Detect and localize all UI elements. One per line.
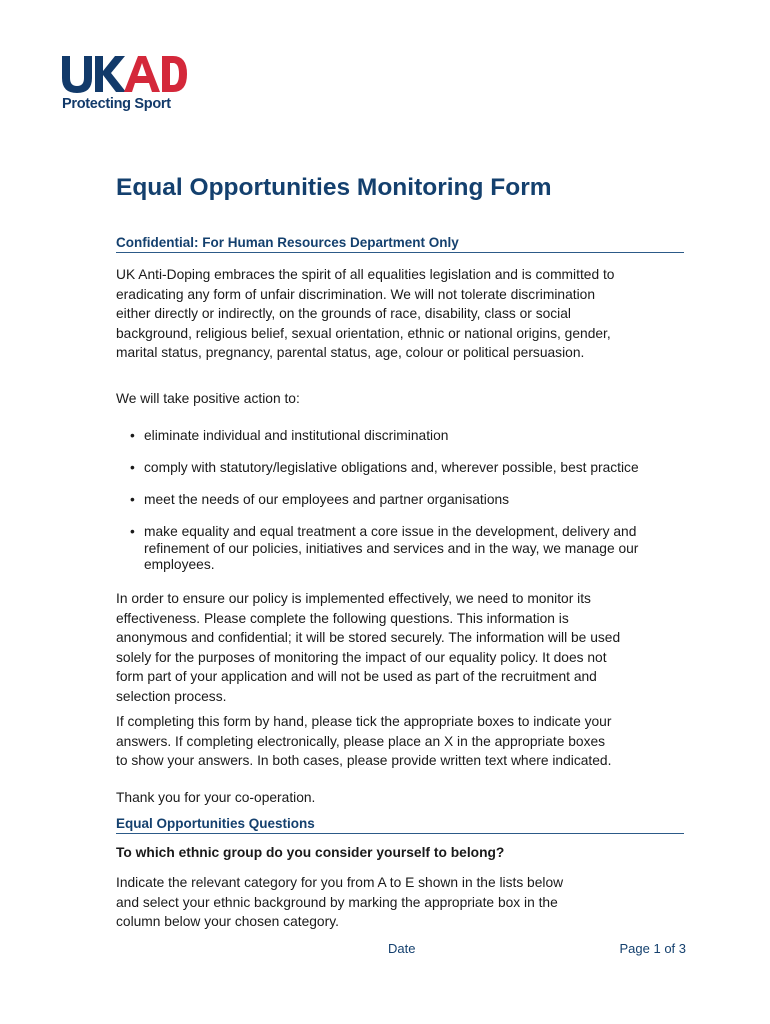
ukad-wordmark xyxy=(60,52,190,94)
bullet-icon: • xyxy=(130,428,135,443)
monitoring-line: effectiveness. Please complete the following questions. This information is xyxy=(116,610,569,626)
footer-page-number: Page 1 of 3 xyxy=(619,941,686,956)
bullet-icon: • xyxy=(130,460,135,475)
list-item-text: meet the needs of our employees and partner organisations xyxy=(144,492,510,507)
monitoring-line: In order to ensure our policy is implemented effectively, we need to monitor its xyxy=(116,591,591,606)
intro-line: UK Anti-Doping embraces the spirit of all equalities legislation and is committed to xyxy=(116,267,615,282)
ethnic-group-question: To which ethnic group do you consider yourself to belong? xyxy=(116,845,505,860)
intro-line: background, religious belief, sexual orientation, ethnic or national origins, gender, xyxy=(116,325,611,341)
monitoring-line: selection process. xyxy=(116,688,227,704)
intro-line: eradicating any form of unfair discrimination. We will not tolerate discrimination xyxy=(116,286,596,302)
list-item xyxy=(116,492,684,509)
list-item-text: make equality and equal treatment a core issue in the development, delivery and refinement of our policies, initiatives and services and in the way, we manage our employees. xyxy=(144,524,639,572)
positive-action-list xyxy=(116,428,684,589)
monitoring-line: form part of your application and will not be used as part of the recruitment and xyxy=(116,669,597,685)
intro-paragraph xyxy=(116,265,684,363)
list-item xyxy=(116,524,684,574)
monitoring-paragraph xyxy=(116,589,684,707)
logo-tagline: Protecting Sport xyxy=(62,96,171,112)
monitoring-line: anonymous and confidential; it will be stored securely. The information will be used xyxy=(116,630,621,646)
completion-line: to show your answers. In both cases, please provide written text where indicated. xyxy=(116,753,612,769)
positive-action-lead: We will take positive action to: xyxy=(116,391,300,406)
list-item-text: eliminate individual and institutional discrimination xyxy=(144,428,449,443)
list-item-text: comply with statutory/legislative obligations and, wherever possible, best practice xyxy=(144,460,639,475)
list-item xyxy=(116,428,684,445)
intro-line: marital status, pregnancy, parental status, age, colour or political persuasion. xyxy=(116,345,585,361)
intro-line: either directly or indirectly, on the grounds of race, disability, class or social xyxy=(116,306,571,322)
completion-paragraph xyxy=(116,712,684,771)
monitoring-line: solely for the purposes of monitoring the impact of our equality policy. It does not xyxy=(116,649,607,665)
instruction-line: column below your chosen category. xyxy=(116,914,339,930)
completion-line: answers. If completing electronically, please place an X in the appropriate boxes xyxy=(116,733,606,749)
confidential-heading: Confidential: For Human Resources Department Only xyxy=(116,235,684,253)
instruction-line: Indicate the relevant category for you from A to E shown in the lists below xyxy=(116,875,564,890)
bullet-icon: • xyxy=(130,492,135,507)
ukad-logo xyxy=(60,52,190,118)
list-item xyxy=(116,460,684,477)
bullet-icon: • xyxy=(130,524,135,539)
questions-heading: Equal Opportunities Questions xyxy=(116,816,684,834)
instruction-line: and select your ethnic background by marking the appropriate box in the xyxy=(116,894,558,910)
instruction-paragraph xyxy=(116,873,684,932)
page-title: Equal Opportunities Monitoring Form xyxy=(116,174,552,201)
footer-date: Date xyxy=(388,941,416,956)
thanks-text: Thank you for your co-operation. xyxy=(116,790,316,805)
completion-line: If completing this form by hand, please tick the appropriate boxes to indicate your xyxy=(116,714,612,729)
